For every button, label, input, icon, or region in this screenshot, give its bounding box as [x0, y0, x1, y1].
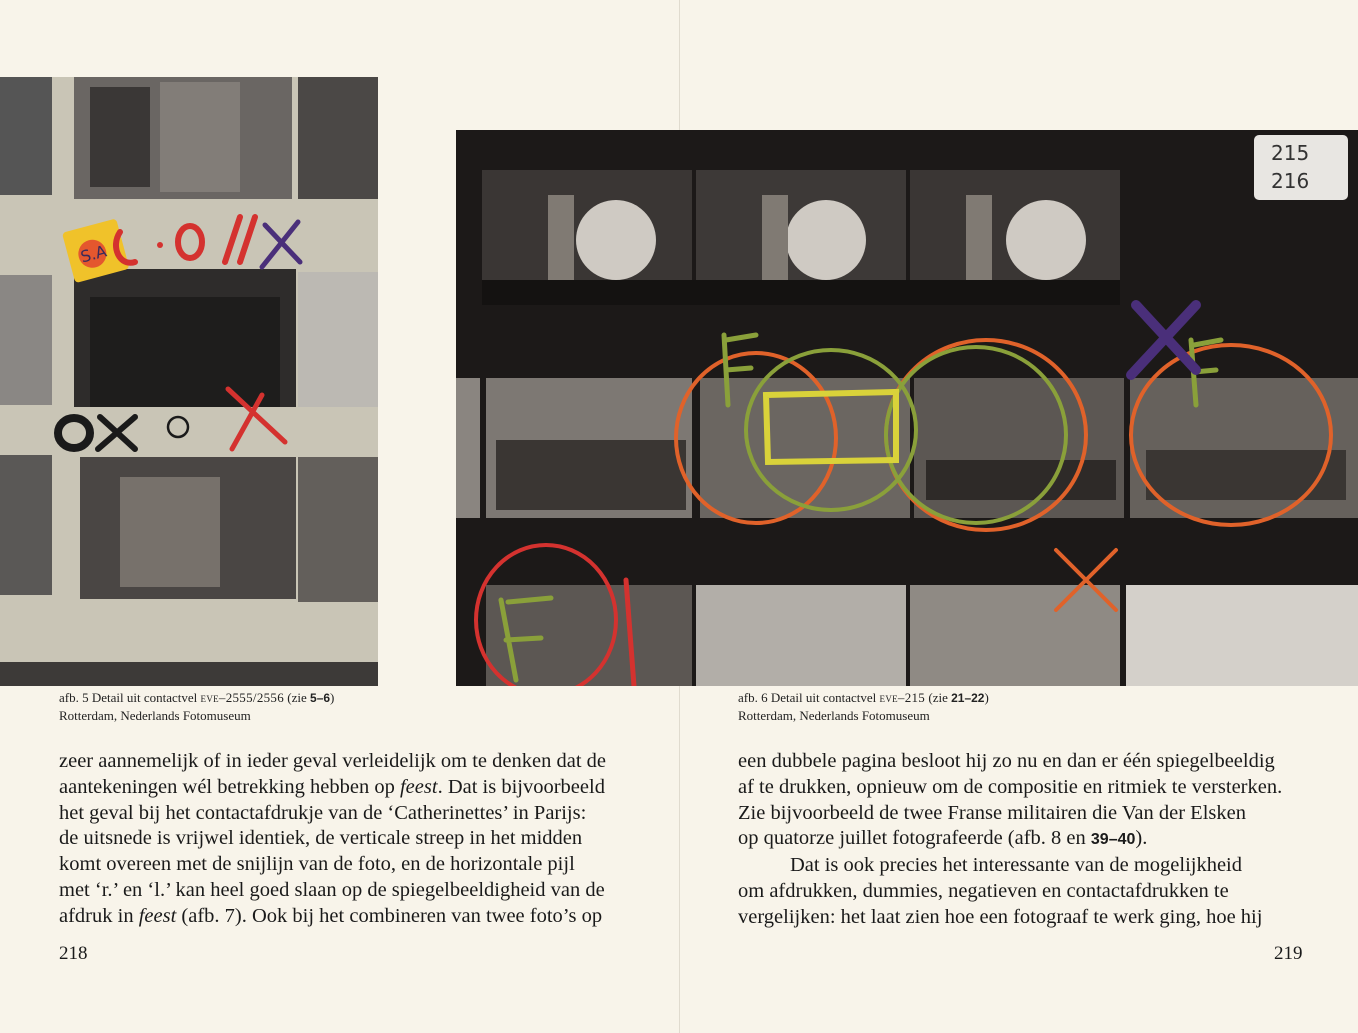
text-line: af te drukken, opnieuw om de compositie en ritmiek te versterken.: [738, 775, 1283, 798]
body-text-right: [738, 749, 1282, 931]
text-line: om afdrukken, dummies, negatieven en contactafdrukken te: [738, 879, 1229, 902]
figure-ref-link[interactable]: 39–40: [1090, 831, 1136, 849]
caption-line-2: Rotterdam, Nederlands Fotomuseum: [59, 708, 251, 723]
text-line: op quatorze juillet fotografeerde (afb. 8 en 39–40).: [738, 827, 1148, 850]
caption-prefix: afb. 5 Detail uit contactvel: [59, 690, 201, 705]
caption-ref-link[interactable]: 21–22: [951, 691, 985, 705]
text-line: vergelijken: het laat zien hoe een fotograaf te werk ging, hoe hij: [738, 905, 1263, 928]
sheet-label-line1: 215: [1271, 141, 1310, 165]
text-line: het geval bij het contactafdrukje van de ‘Catherinettes’ in Parijs:: [59, 801, 587, 824]
body-text-left: [59, 749, 606, 930]
caption-line-2: Rotterdam, Nederlands Fotomuseum: [738, 708, 930, 723]
text-line: Zie bijvoorbeeld de twee Franse militairen die Van der Elsken: [738, 801, 1246, 824]
caption-code: eve–2555/2556: [200, 690, 285, 705]
caption-close: ): [984, 690, 989, 705]
text-line: Dat is ook precies het interessante van de mogelijkheid: [790, 854, 1243, 877]
text-line: aantekeningen wél betrekking hebben op feest. Dat is bijvoorbeeld: [59, 775, 605, 798]
emphasis: feest: [138, 904, 177, 927]
emphasis: feest: [399, 775, 438, 798]
caption-line-1: [59, 689, 334, 707]
caption-zie: (zie: [925, 690, 952, 705]
contact-sheet-photo-left: [0, 77, 378, 686]
sticker-text: S.A: [78, 241, 109, 267]
text-line: een dubbele pagina besloot hij zo nu en dan er één spiegelbeeldig: [738, 750, 1275, 772]
caption-code: eve–215: [879, 690, 926, 705]
caption-zie: (zie: [284, 690, 311, 705]
text-line: zeer aannemelijk of in ieder geval verleidelijk om te denken dat de: [59, 750, 606, 772]
page-number-left: 218: [59, 943, 88, 964]
right-page: [680, 0, 1358, 1033]
contact-sheet-photo-right: [456, 130, 1358, 686]
figure-caption-right: [738, 689, 989, 724]
text-line: komt overeen met de snijlijn van de foto, en de horizontale pijl: [59, 853, 575, 876]
figure-caption-left: [59, 689, 334, 724]
text-line: afdruk in feest (afb. 7). Ook bij het combineren van twee foto’s op: [59, 904, 603, 927]
caption-prefix: afb. 6 Detail uit contactvel: [738, 690, 880, 705]
caption-close: ): [330, 690, 335, 705]
text-line: met ‘r.’ en ‘l.’ kan heel goed slaan op de spiegelbeeldigheid van de: [59, 878, 605, 901]
caption-ref-link[interactable]: 5–6: [310, 691, 331, 705]
text-line: de uitsnede is vrijwel identiek, de verticale streep in het midden: [59, 827, 583, 850]
page-number-right: 219: [1274, 943, 1303, 964]
sheet-label-line2: 216: [1271, 169, 1310, 193]
caption-line-1: [738, 689, 989, 707]
